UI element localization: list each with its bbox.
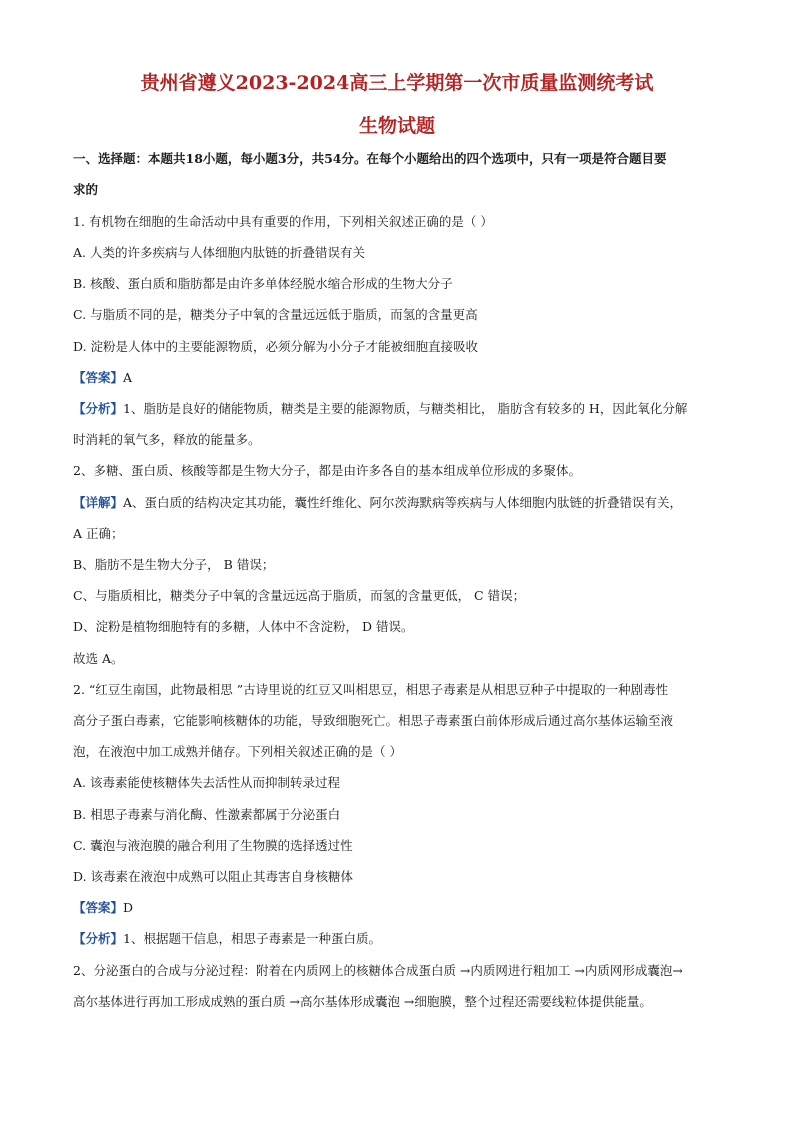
q1-analysis-line-2: 时消耗的氧气多，释放的能量多。 <box>73 432 261 447</box>
q1-analysis-line-1: 【分析】1、脂肪是良好的储能物质，糖类是主要的能源物质，与糖类相比， 脂肪含有较多的 H，因此氧化分解 <box>73 401 688 416</box>
q2-answer-value: D <box>123 900 134 915</box>
q2-stem-line-1: 2. “红豆生南国，此物最相思 ”古诗里说的红豆又叫相思豆，相思子毒素是从相思豆种子中提取的一种剧毒性 <box>73 682 669 697</box>
q1-detail-line-1: 【详解】A、蛋白质的结构决定其功能，囊性纤维化、阿尔茨海默病等疾病与人体细胞内肽链的折叠错误有关， <box>73 495 683 510</box>
q2-answer <box>73 898 733 918</box>
analysis-tag: 【分析】 <box>73 931 124 946</box>
q1-option-c: C. 与脂质不同的是，糖类分子中氧的含量远远低于脂质，而氢的含量更高 <box>73 307 478 322</box>
q1-analysis-line-3: 2、多糖、蛋白质、核酸等都是生物大分子，都是由许多各自的基本组成单位形成的多聚体。 <box>73 463 581 478</box>
q2-analysis-line-2: 2、分泌蛋白的合成与分泌过程：附着在内质网上的核糖体合成蛋白质 →内质网进行粗加工 →内质网形成囊泡→ <box>73 963 683 978</box>
q2-option-b: B. 相思子毒素与消化酶、性激素都属于分泌蛋白 <box>73 807 341 822</box>
q1-option-b: B. 核酸、蛋白质和脂肪都是由许多单体经脱水缩合形成的生物大分子 <box>73 276 453 291</box>
q1-answer <box>73 368 733 388</box>
q2-analysis-line-1: 【分析】1、根据题干信息，相思子毒素是一种蛋白质。 <box>73 931 381 946</box>
q2-analysis-line-3: 高尔基体进行再加工形成成熟的蛋白质 →高尔基体形成囊泡 →细胞膜，整个过程还需要线粒体提供能量。 <box>73 994 652 1009</box>
document-title: 贵州省遵义2023-2024高三上学期第一次市质量监测统考试 <box>140 72 654 94</box>
answer-tag: 【答案】 <box>73 900 124 915</box>
q1-option-a: A. 人类的许多疾病与人体细胞内肽链的折叠错误有关 <box>73 245 365 260</box>
document-subtitle: 生物试题 <box>358 115 435 137</box>
q1-detail-line-5: D、淀粉是植物细胞特有的多糖，人体中不含淀粉， D 错误。 <box>73 619 414 634</box>
q1-answer-value: A <box>123 370 133 385</box>
q2-stem-line-3: 泡，在液泡中加工成熟并储存。下列相关叙述正确的是（ ） <box>73 744 402 759</box>
section-heading-line-2: 求的 <box>73 182 99 197</box>
q2-option-c: C. 囊泡与液泡膜的融合利用了生物膜的选择透过性 <box>73 838 353 853</box>
q1-detail-line-6: 故选 A。 <box>73 651 124 666</box>
q1-option-d: D. 淀粉是人体中的主要能源物质，必须分解为小分子才能被细胞直接吸收 <box>73 339 479 354</box>
q2-stem-line-2: 高分子蛋白毒素，它能影响核糖体的功能，导致细胞死亡。相思子毒素蛋白前体形成后通过高尔基体运输至液 <box>73 713 674 728</box>
q2-option-a: A. 该毒素能使核糖体失去活性从而抑制转录过程 <box>73 775 340 790</box>
q1-stem: 1. 有机物在细胞的生命活动中具有重要的作用，下列相关叙述正确的是（ ） <box>73 214 493 229</box>
analysis-tag: 【分析】 <box>73 401 124 416</box>
q1-detail-line-2: A 正确； <box>73 526 124 541</box>
section-heading-line-1: 一、选择题：本题共18小题，每小题3分，共54分。在每个小题给出的四个选项中，只有一项是符合题目要 <box>73 151 667 166</box>
answer-tag: 【答案】 <box>73 370 124 385</box>
q1-detail-line-4: C、与脂质相比，糖类分子中氧的含量远远高于脂质，而氢的含量更低， C 错误； <box>73 588 526 603</box>
q1-detail-line-3: B、脂肪不是生物大分子， B 错误； <box>73 557 275 572</box>
q2-option-d: D. 该毒素在液泡中成熟可以阻止其毒害自身核糖体 <box>73 869 354 884</box>
detail-tag: 【详解】 <box>73 495 124 510</box>
